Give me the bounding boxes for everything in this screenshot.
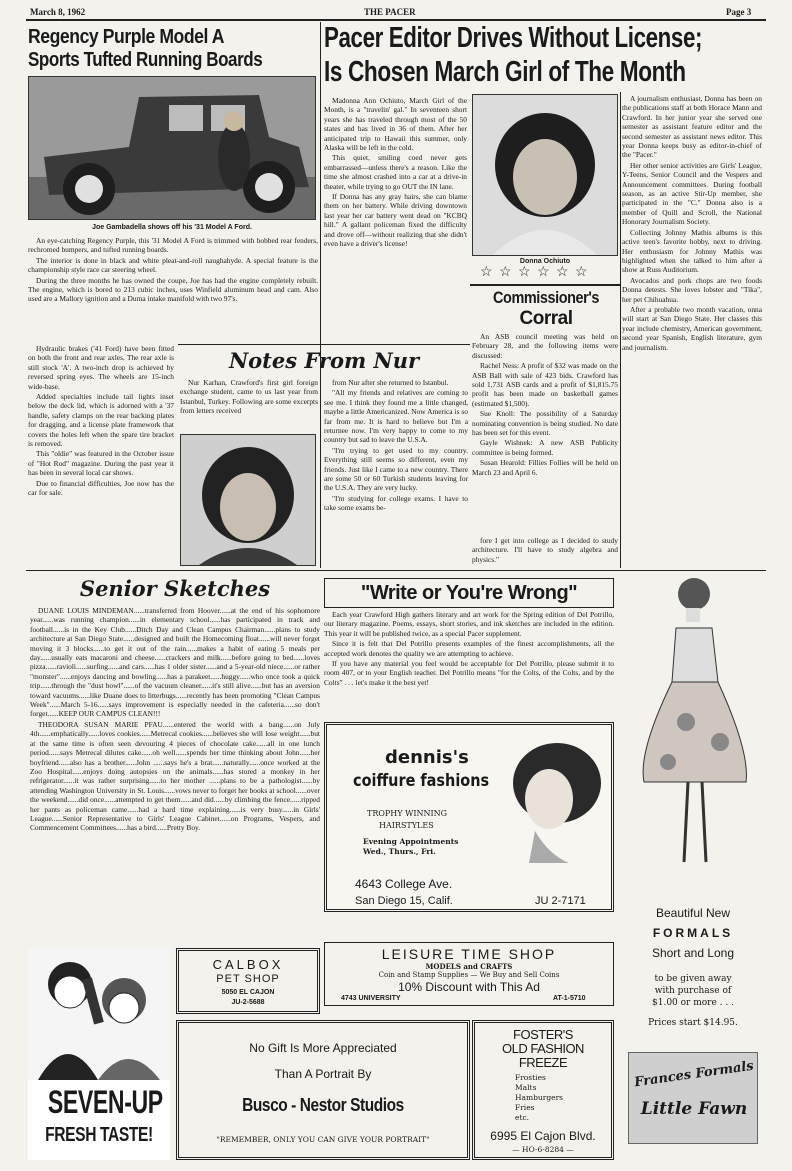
formals-line4: to be given away — [654, 974, 732, 984]
dennis-name-line2: coiffure fashions — [353, 771, 490, 791]
calbox-name1: CALBOX — [212, 957, 284, 972]
logo-line2: Little Fawn — [640, 1099, 748, 1119]
corral-paragraph: Susan Hearold: Fillies Follies will be held on March 23 and April 6. — [472, 458, 618, 477]
pacer-paragraph: Collecting Johnny Mathis albums is this active teen's favorite hobby, next to driving. Her enthusiasm for Johnny Mathis was highlighted when she talked to him after a show at Russ Auditorium. — [622, 227, 762, 275]
mid-rule — [26, 570, 766, 571]
model-a-ford-photo — [28, 76, 316, 220]
corral-headline-line1: Commissioner's — [493, 288, 599, 307]
busco-line1: No Gift Is More Appreciated — [249, 1041, 397, 1055]
regency-paragraph: Added specialties include tail lights inset below the deck lid, which is adorned with a '37 handle, safety clamps on the rear backing plates for dragging, and a license plate framework that covers the holes left when the spare tire bracket is removed. — [28, 392, 174, 449]
regency-paragraph: An eye-catching Regency Purple, this '31 Model A Ford is trimmed with bobbed rear fenders, rechromed bumpers, and tufted running boards. — [28, 236, 318, 255]
fosters-item: etc. — [515, 1113, 530, 1122]
calbox-pet-shop-ad — [176, 948, 320, 1014]
nur-karhan-photo — [180, 434, 316, 566]
leisure-address: 4743 UNIVERSITY — [341, 995, 401, 1002]
vertical-rule-right — [620, 92, 621, 568]
fosters-item: Frosties — [515, 1073, 546, 1082]
donna-ochiuto-photo — [472, 94, 618, 256]
formals-line6: $1.00 or more . . . — [652, 998, 734, 1008]
rating-stars: ☆ ☆ ☆ ☆ ☆ ☆ — [480, 264, 589, 280]
write-paragraph: If you have any material you feel would be acceptable for Del Potrillo, please submit it to room 407, or to your English teacher. Del Potrillo means "for the Colts, of the Colts, and by the Colts" . . . let's make it the best yet! — [324, 659, 614, 687]
fosters-line3: FREEZE — [518, 1055, 568, 1070]
regency-paragraph: During the three months he has owned the coupe, Joe has had the engine completely rebuilt. The engine, which is bored to 213 cubic inches, uses Winfield aluminum head and cam. Also used are a Mallory ignition and a Duma intake manifold with two 97's. — [28, 275, 318, 304]
corral-top-rule — [470, 284, 620, 286]
leisure-sub2: Coin and Stamp Supplies — We Buy and Sell Coins — [378, 971, 560, 979]
leisure-time-shop-ad — [324, 942, 614, 1006]
pacer-column-1 — [324, 96, 467, 344]
corral-paragraph: An ASB council meeting was held on February 28, and the following items were discussed: — [472, 332, 618, 360]
vertical-rule-left — [320, 22, 321, 568]
dennis-name-line1: dennis's — [385, 747, 469, 768]
fosters-item: Fries — [515, 1103, 535, 1112]
senior-article — [30, 606, 320, 946]
pacer-paragraph: If Donna has any gray hairs, she can blame them on her battery. While driving downtown last year her car battery went dead on "KCBQ hill." A gallant policeman fixed the difficulty and drove off—without realizing that she didn't even have a driver's license! — [324, 192, 467, 249]
dennis-address2: San Diego 15, Calif. — [355, 895, 453, 907]
formals-line7: Prices start $14.95. — [648, 1018, 738, 1028]
dennis-line1: TROPHY WINNING — [367, 809, 448, 818]
formal-dress-illustration — [628, 572, 758, 872]
fosters-line2: OLD FASHION — [502, 1041, 584, 1056]
notes-paragraph: "I'm studying for college exams. I have to take some exams be- — [324, 493, 468, 513]
dennis-phone: JU 2-7171 — [535, 895, 586, 907]
regency-photo-caption: Joe Gambadella shows off his '31 Model A Ford. — [92, 224, 252, 231]
formals-line1: Beautiful New — [655, 906, 731, 920]
portrait-illustration — [473, 95, 617, 255]
notes-paragraph: fore I get into college as I decided to study architecture. I'll have to study algebra and physics." — [472, 536, 618, 564]
busco-line4: "REMEMBER, ONLY YOU CAN GIVE YOUR PORTRAIT" — [216, 1135, 430, 1144]
seven-up-line2: FRESH TASTE! — [45, 1124, 153, 1146]
pacer-paragraph: A journalism enthusiast, Donna has been on the publications staff at both Horace Mann and Crawford. In her junior year she served one semester as assistant feature editor and the second semester as assistant news editor. This year Donna keeps busy as editor-in-chief of the "Pacer." — [622, 94, 762, 160]
header-date: March 8, 1962 — [30, 7, 86, 17]
busco-line3: Busco - Nestor Studios — [242, 1095, 404, 1115]
regency-paragraph: Hydraulic brakes ('41 Ford) have been fitted on both the front and rear axles. The rear axle is still stock 'A'. A two-inch drop is achieved by reversed spring eyes. The wheels are 15-inch wide-base. — [28, 344, 174, 391]
regency-article-top — [28, 236, 318, 342]
header-rule — [26, 19, 766, 21]
calbox-address: 5050 EL CAJON — [221, 989, 275, 996]
seven-up-ad — [28, 948, 170, 1160]
pacer-headline-line2: Is Chosen March Girl of The Month — [324, 56, 686, 88]
hairstyle-illustration — [499, 735, 609, 863]
frances-formals-logo — [628, 1052, 758, 1144]
formals-line2: FORMALS — [652, 926, 734, 940]
donna-photo-caption: Donna Ochiuto — [519, 258, 571, 265]
portrait-illustration — [181, 435, 315, 565]
dennis-line2: HAIRSTYLES — [379, 821, 434, 830]
notes-paragraph: from Nur after she returned to Istanbul. — [332, 378, 449, 387]
dennis-address1: 4643 College Ave. — [355, 877, 453, 891]
write-paragraph: Since it is felt that Del Potrillo presents examples of the finest accomplishments, all the accepted work denotes the quality we are attempting to achieve. — [324, 639, 614, 658]
header-page-number: Page 3 — [726, 7, 752, 17]
senior-headline: Senior Sketches — [79, 576, 271, 601]
regency-paragraph: Due to financial difficulties, Joe now has the car for sale. — [28, 478, 174, 498]
leisure-discount: 10% Discount with This Ad — [398, 980, 540, 994]
pacer-paragraph: This quiet, smiling coed never gets embarrassed—unless there's a reason. Like the time she almost crashed into a car at a drive-in theater, while trying to go OUT the IN lane. — [324, 153, 467, 191]
regency-paragraph: The interior is done in black and white pleat-and-roll naughahyde. A special feature is the championship style race car steering wheel. — [28, 255, 318, 275]
formals-line5: with purchase of — [654, 986, 732, 996]
senior-paragraph: THEODORA SUSAN MARIE PFAU......entered the world with a bang......on July 4th......emphatically......loves cookies......Metrecal cookies......believes she will lose weight......but at the same time is often seen devouring 4 pieces of chocolate cake......all in one lunch period......says Metrecal dilutes cake......oh well......spends her time thinking about John......her boyfriend......also has a brother......John ......says he's a brat......naturally......once worked at the Zoo Hospital......enjoys doing autopsies on the animals......has stored a monkey in her refrigerator......it was rather surprising......to her mother ......plans to be a pathologist......by attending Washington University in St. Louis......vows never to forget her books at school......over the weekend......did once......attempted to get them......and did......by climbing the fence......ripped her pants as policeman came......had a hard time explaining......is very busy......in Girls' League......Senior Representative to Girls' League Cabinet......on Programs, Vespers, and Commencement Committees......has a bird......Pretty Boy. — [30, 719, 320, 833]
logo-line1: Frances Formals — [633, 1058, 755, 1091]
regency-article-column — [28, 344, 174, 566]
regency-headline-line1: Regency Purple Model A — [28, 26, 225, 48]
write-headline: "Write or You're Wrong" — [360, 582, 578, 604]
pacer-paragraph: After a probable two month vacation, onna will start at San Diego State. Her classes this year include chemistry, American government, second year Spanish, English literature, gym and journalism. — [622, 304, 762, 352]
leisure-phone: AT-1-5710 — [553, 995, 586, 1002]
busco-line2: Than A Portrait By — [274, 1067, 372, 1081]
dennis-line3: Evening Appointments — [363, 837, 459, 846]
leisure-sub: MODELS and CRAFTS — [425, 962, 513, 971]
fosters-item: Hamburgers — [515, 1093, 564, 1102]
seven-up-line1: SEVEN-UP — [47, 1084, 163, 1120]
notes-intro — [180, 378, 318, 434]
corral-headline-line2: Corral — [519, 308, 573, 329]
regency-paragraph: This "oldie" was featured in the October issue of "Hot Rod" magazine. During the past year it has been in several local car shows. — [28, 449, 174, 478]
notes-column-2 — [324, 378, 468, 568]
fosters-freeze-ad — [472, 1020, 614, 1160]
pacer-headline-line1: Pacer Editor Drives Without License; — [324, 22, 703, 54]
write-article — [324, 610, 614, 718]
pacer-paragraph: Her other senior activities are Girls' League, Y-Teens, Senior Council and the Vespers and Announcement committees. During football season, as an active Stir-Up member, she participated in the "C." Donna also is a member of Quill and Scroll, the National Honorary Journalism Society. — [622, 160, 762, 227]
dennis-line4: Wed., Thurs., Fri. — [363, 847, 436, 856]
notes-top-rule — [178, 344, 470, 345]
fosters-line1: FOSTER'S — [513, 1027, 573, 1042]
fosters-phone: — HO-6-8284 — — [512, 1145, 574, 1154]
formals-line3: Short and Long — [651, 946, 735, 960]
busco-nestor-studios-ad — [176, 1020, 470, 1160]
notes-column-3 — [472, 536, 618, 570]
corral-article — [472, 332, 618, 570]
regency-headline-line2: Sports Tufted Running Boards — [28, 49, 263, 71]
calbox-phone: JU-2-5688 — [231, 999, 265, 1006]
notes-paragraph: Nur Karhan, Crawford's first girl foreign exchange student, came to us last year from Istanbul, Turkey. Following are some excerpts from letters received — [180, 378, 318, 416]
senior-paragraph: DUANE LOUIS MINDEMAN......transferred from Hoover......at the end of his sophomore year......was running champion......in elementary school......has participated in track and football......is in the Key Club......Ditch Day and Clean Campus Chairman......plans to study architecture at San Diego State......designed and built the Homecoming float......will never forget moving it 3 blocks......to get it out of the rain......makes a habit of eating 5 meals per day......usually eats macaroni and cheese......crackers and milk......before going to bed......loves pizza......ravioli......surfing......and cars......has 1 older sister......and a 5-year-old niece......or rather "monster"......enjoys dancing and bowling......has a parakeet......huggy......who once took a quick trip......through the "dust bowl"......of the vacuum cleaner......it's still alive......but has an aversion toward vacuums......like Duane does to litterbugs......recently has been promoting "Clean Campus Week"......March 5-16......says improvement is especially needed in the cafeteria......so don't forget......KEEP OUR CAMPUS CLEAN!!! — [30, 606, 320, 719]
pacer-paragraph: Madonna Ann Ochiuto, March Girl of the Month, is a "travelin' gal." In seventeen short years she has traveled through most of the 50 states and has lived in 36 of them. After her anticipated trip to Hawaii this summer, only Alaska will be left in the cold. — [324, 96, 467, 153]
corral-paragraph: Rachel Ness: A profit of $32 was made on the ASB Ball with sale of 423 bids. Crawford has sold 1,731 ASB cards and a profit of $1,815.75 profit has been made on basketball games (estimated $1,500). — [472, 361, 618, 408]
pacer-column-3 — [622, 94, 762, 564]
notes-paragraph: "I'm trying to get used to my country. Everything still seems so different, even my friends. Just like I came to a new country. There are some 50 or 60 Turkish students leaving for the U.S.A. They are very lucky. — [324, 445, 468, 493]
formals-ad — [618, 572, 768, 1166]
notes-paragraph: "All my friends and relatives are coming to see me. I think they found me a little changed, maybe a little Americanized. Now America is so far from me. It is hard to believe but I'm a returnee now. I'm very happy to come to my country but sad to leave the U.S.A. — [324, 388, 468, 445]
leisure-name: LEISURE TIME SHOP — [381, 946, 557, 962]
dennis-coiffure-ad — [324, 722, 614, 912]
write-paragraph: Each year Crawford High gathers literary and art work for the Spring edition of Del Potrillo, our literary magazine. Poems, essays, short stories, and ink sketches are included in the edition. This year it will be published twice, as a special Pacer supplement. — [324, 610, 614, 638]
car-illustration — [29, 77, 315, 219]
notes-headline: Notes From Nur — [228, 348, 420, 373]
calbox-name2: PET SHOP — [216, 973, 280, 985]
pacer-paragraph: Avocados and pork chops are two foods Donna detests. She loves lobster and "Tika", her pet Chihuahua. — [622, 275, 762, 304]
header-paper-name: THE PACER — [364, 7, 416, 17]
corral-paragraph: Gayle Wishnek: A new ASB Publicity committee is being formed. — [472, 438, 618, 457]
seven-up-couple-illustration — [28, 948, 170, 1080]
corral-paragraph: Sue Knoll: The possibility of a Saturday nominating convention is being studied. No date has been set for this event. — [472, 409, 618, 438]
fosters-address: 6995 El Cajon Blvd. — [490, 1129, 596, 1143]
fosters-item: Malts — [515, 1083, 537, 1092]
